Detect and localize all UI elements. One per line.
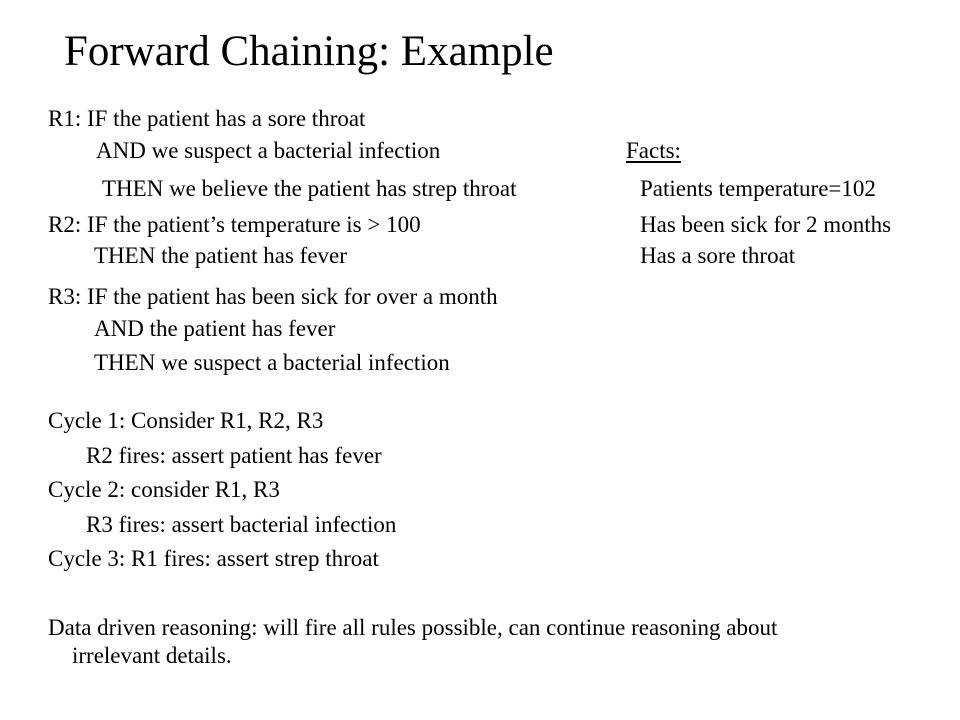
cycle-1: Cycle 1: Consider R1, R2, R3 xyxy=(48,408,324,433)
cycle-3: Cycle 3: R1 fires: assert strep throat xyxy=(48,546,379,571)
rule-r1-then: THEN we believe the patient has strep throat xyxy=(102,176,517,201)
cycle-2-result: R3 fires: assert bacterial infection xyxy=(86,512,397,537)
rule-r3-and: AND the patient has fever xyxy=(94,316,336,341)
summary-line-2: irrelevant details. xyxy=(72,643,232,668)
rule-r2-then: THEN the patient has fever xyxy=(94,243,347,268)
slide-title: Forward Chaining: Example xyxy=(64,28,554,75)
rule-r3-if: R3: IF the patient has been sick for over a month xyxy=(48,284,498,309)
rule-r3-then: THEN we suspect a bacterial infection xyxy=(94,350,450,375)
rule-r2-if: R2: IF the patient’s temperature is > 100 xyxy=(48,212,421,237)
facts-heading: Facts: xyxy=(626,138,681,163)
summary-line-1: Data driven reasoning: will fire all rules possible, can continue reasoning about xyxy=(48,615,778,640)
fact-item: Patients temperature=102 xyxy=(640,176,876,201)
rule-r1-if: R1: IF the patient has a sore throat xyxy=(48,106,366,131)
fact-item: Has been sick for 2 months xyxy=(640,212,892,237)
cycle-1-result: R2 fires: assert patient has fever xyxy=(86,443,382,468)
fact-item: Has a sore throat xyxy=(640,243,796,268)
rule-r1-and: AND we suspect a bacterial infection xyxy=(96,138,441,163)
cycle-2: Cycle 2: consider R1, R3 xyxy=(48,477,280,502)
